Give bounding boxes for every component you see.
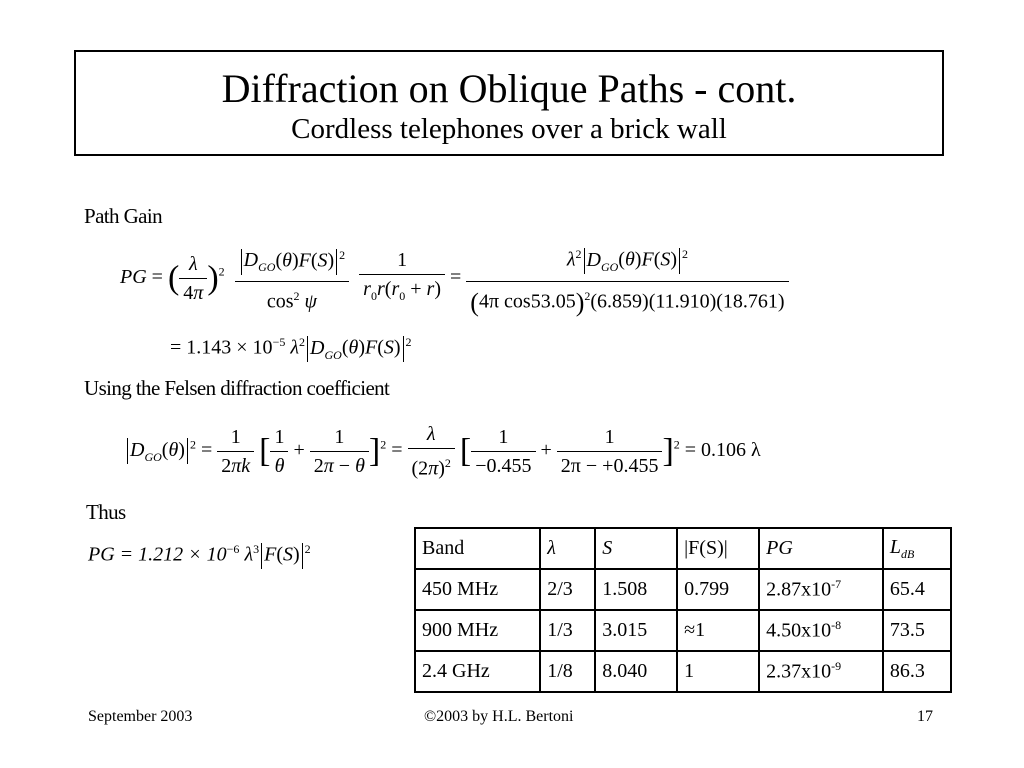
cell-ldb: 65.4 (883, 569, 951, 610)
felsen-term-2: 2π − +0.455 (560, 454, 659, 477)
cell-fs: 0.799 (677, 569, 759, 610)
header-s: S (595, 528, 677, 569)
cell-pg: $4.50x10^{-8}$ (759, 610, 883, 651)
cell-lambda: 1/8 (540, 651, 595, 692)
cell-fs: ≈1 (677, 610, 759, 651)
felsen-label: Using the Felsen diffraction coefficient (84, 376, 390, 400)
header-band: Band (415, 528, 540, 569)
cell-s: 1.508 (595, 569, 677, 610)
thus-equation: PG = $1.212 \times 10^{-6}$ $\lambda^3$ F(S) $^2$ (88, 542, 311, 569)
cell-band: 2.4 GHz (415, 651, 540, 692)
cell-lambda: 1/3 (540, 610, 595, 651)
cell-s: 8.040 (595, 651, 677, 692)
table-header-row (415, 528, 951, 569)
table-row (415, 610, 951, 651)
pg-result-exp: −5 (272, 335, 286, 349)
header-pg: PG (759, 528, 883, 569)
cell-lambda: 2/3 (540, 569, 595, 610)
table-row (415, 569, 951, 610)
cell-s: 3.015 (595, 610, 677, 651)
pg-numbers: (6.859)(11.910)(18.761) (590, 290, 785, 313)
thus-label: Thus (86, 500, 126, 524)
felsen-result: = 0.106 λ (684, 438, 761, 461)
footer-date: September 2003 (88, 708, 193, 725)
felsen-term-1: −0.455 (475, 454, 532, 477)
thus-exp: −6 (226, 542, 240, 556)
cell-pg: $2.37x10^{-9}$ (759, 651, 883, 692)
footer-page-number: 17 (917, 708, 933, 725)
results-table (414, 527, 952, 693)
cell-ldb: 86.3 (883, 651, 951, 692)
footer-copyright: ©2003 by H.L. Bertoni (424, 708, 574, 725)
slide-title: Diffraction on Oblique Paths - cont. (221, 66, 797, 111)
path-gain-equation: PG = ( $\frac{\lambda}{4\pi}$ )$^2$ $\frac{D_{GO}(\theta)F(S) ^2}{\cos^2 \psi}$ $\frac{1}{r_0r(r_0 + r)}$ = $\frac{\lambda^2 D_{GO}(\theta)F(S) ^2}{(4\pi \cos 53.05)^2(6.859)(11.910)(18.761)}$ (120, 240, 789, 317)
slide-subtitle: Cordless telephones over a brick wall (291, 113, 727, 145)
pg-cos-term: 4π cos53.05 (478, 290, 576, 313)
table-row (415, 651, 951, 692)
path-gain-label: Path Gain (84, 204, 163, 228)
cell-band: 450 MHz (415, 569, 540, 610)
header-fs: |F(S)| (677, 528, 759, 569)
pg-result-coef: = 1.143 × 10 (170, 336, 273, 359)
path-gain-result: = $1.143 \times 10^{-5}$ $\lambda^2$ $D_{GO}(\theta)F(S)$ $^2$ (170, 335, 412, 362)
header-lambda: λ (540, 528, 595, 569)
cell-fs: 1 (677, 651, 759, 692)
title-box (74, 50, 944, 156)
cell-ldb: 73.5 (883, 610, 951, 651)
cell-band: 900 MHz (415, 610, 540, 651)
cell-pg: $2.87x10^{-7}$ (759, 569, 883, 610)
felsen-equation: $D_{GO}(\theta) ^2$ = $\frac{1}{2\pi k}$ [ $\frac{1}{\theta}$ + $\frac{1}{2\pi - \theta}$ ]$^2$ = $\frac{\lambda}{(2\pi)^2}$ [ $\frac{1}{-0.455}$ + $\frac{1}{2\pi - +0.455}$ ]$^2$ = 0.106 λ (125, 420, 761, 483)
thus-coef: PG = 1.212 × 10 (88, 543, 227, 566)
header-ldb: $L_{dB}$ (883, 528, 951, 569)
